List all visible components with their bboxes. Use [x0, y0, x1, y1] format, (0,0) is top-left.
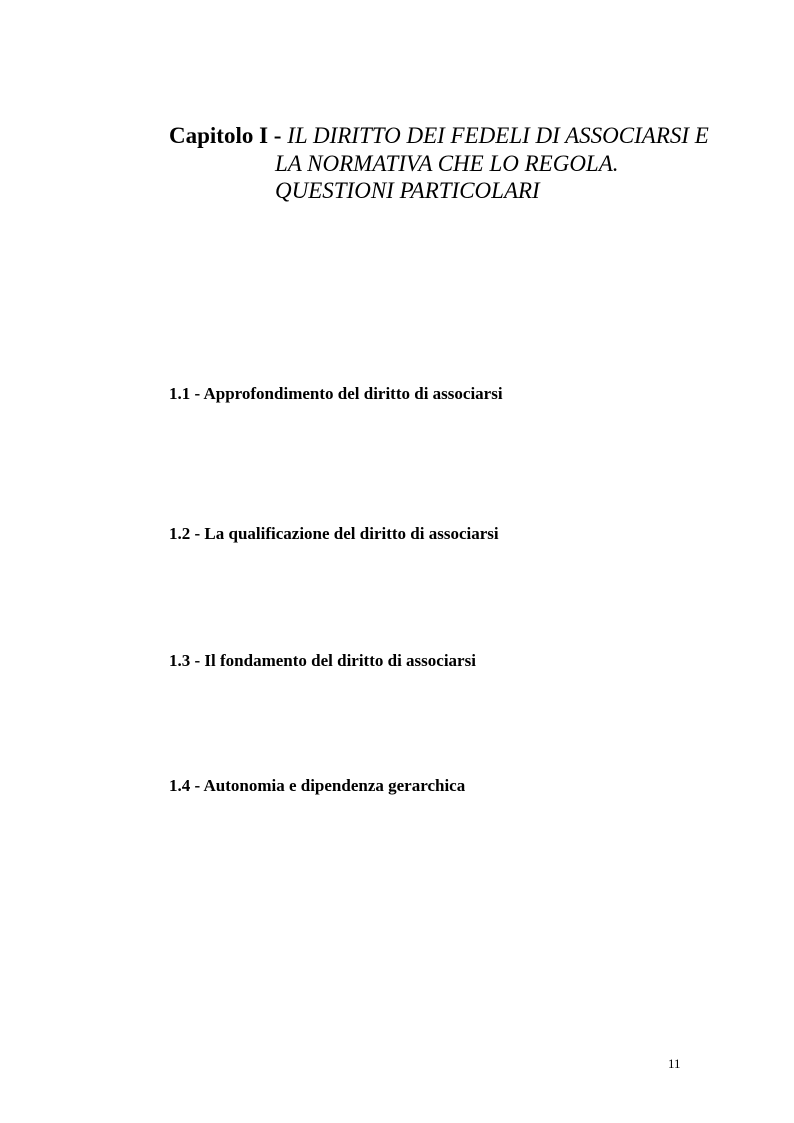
chapter-heading-line-2 — [169, 150, 749, 178]
chapter-title-line: IL DIRITTO DEI FEDELI DI ASSOCIARSI E — [287, 123, 709, 148]
chapter-prefix: Capitolo I - — [169, 123, 288, 148]
section-heading-1-1: 1.1 - Approfondimento del diritto di associarsi — [169, 384, 503, 403]
section-heading-1-2: 1.2 - La qualificazione del diritto di associarsi — [169, 524, 499, 543]
chapter-title-line: LA NORMATIVA CHE LO REGOLA. — [275, 150, 619, 176]
section-heading-1-4: 1.4 - Autonomia e dipendenza gerarchica — [169, 776, 466, 795]
chapter-heading-line-3 — [169, 177, 749, 205]
chapter-heading-line-1 — [169, 122, 749, 150]
chapter-heading — [169, 122, 749, 205]
page-number: 11 — [668, 1056, 681, 1071]
section-heading-1-3: 1.3 - Il fondamento del diritto di associarsi — [169, 651, 476, 670]
chapter-title-line: QUESTIONI PARTICOLARI — [275, 178, 540, 203]
